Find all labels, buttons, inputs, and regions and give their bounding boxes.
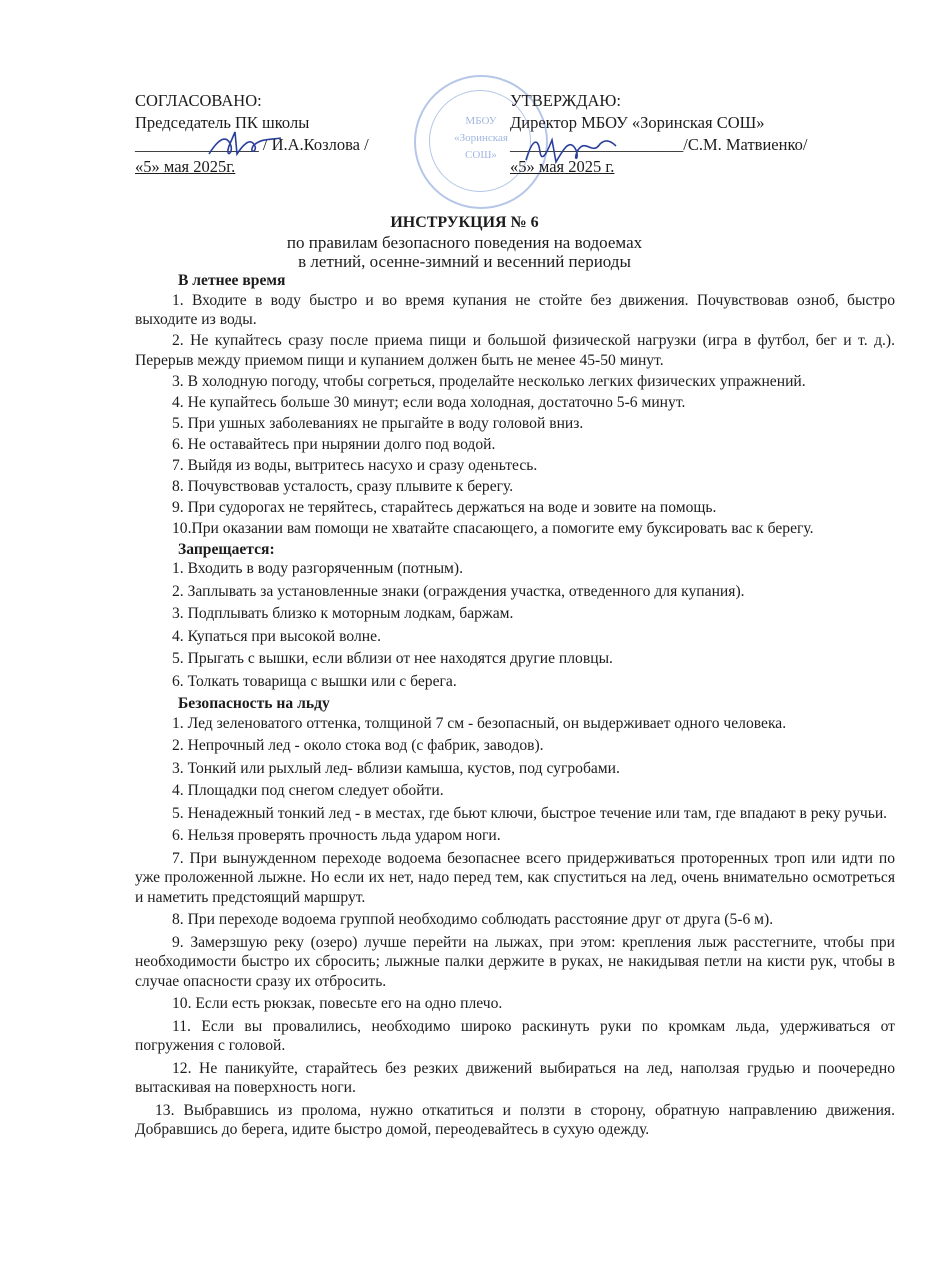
- document-title: ИНСТРУКЦИЯ № 6: [390, 214, 539, 231]
- ice-rule: 2. Непрочный лед - около стока вод (с фабрик, заводов).: [172, 737, 544, 754]
- ice-rule: 12. Не паникуйте, старайтесь без резких движений выбираться на лед, наползая грудью и поочередно вытаскивая на поверхность ноги.: [135, 1059, 895, 1096]
- approval-agreed-label: СОГЛАСОВАНО:: [135, 91, 262, 110]
- ice-rule: 8. При переходе водоема группой необходимо соблюдать расстояние друг от друга (5-6 м).: [172, 911, 774, 928]
- summer-rule: 7. Выйдя из воды, вытритесь насухо и сразу оденьтесь.: [172, 456, 538, 474]
- stamp-line-2: «Зоринская: [454, 132, 508, 144]
- summer-rule: 3. В холодную погоду, чтобы согреться, проделайте несколько легких физических упражнений.: [172, 372, 806, 390]
- prohibited-rule: 5. Прыгать с вышки, если вблизи от нее находятся другие пловцы.: [172, 650, 613, 667]
- summer-rule: 9. При судорогах не теряйтесь, старайтесь держаться на воде и зовите на помощь.: [172, 498, 717, 516]
- prohibited-rule: 2. Заплывать за установленные знаки (ограждения участка, отведенного для купания).: [172, 582, 745, 600]
- ice-rule: 6. Нельзя проверять прочность льда ударом ноги.: [172, 827, 501, 844]
- ice-rule: 3. Тонкий или рыхлый лед- вблизи камыша, кустов, под сугробами.: [172, 759, 620, 777]
- stamp-line-3: СОШ»: [465, 149, 497, 161]
- summer-rule: 6. Не оставайтесь при нырянии долго под водой.: [172, 435, 496, 453]
- summer-rule: 4. Не купайтесь больше 30 минут; если вода холодная, достаточно 5-6 минут.: [172, 393, 686, 411]
- approval-approved-label: УТВЕРЖДАЮ:: [510, 91, 621, 110]
- ice-rule: 10. Если есть рюкзак, повесьте его на одно плечо.: [172, 995, 503, 1012]
- stamp-line-1: МБОУ: [465, 115, 497, 127]
- signature-right: [520, 130, 620, 170]
- section-heading-ice-safety: Безопасность на льду: [178, 695, 330, 712]
- ice-rule: 1. Лед зеленоватого оттенка, толщиной 7 см - безопасный, он выдерживает одного человека.: [172, 714, 787, 732]
- approval-agreed-signature-line: _______________ / И.А.Козлова /: [135, 135, 369, 154]
- ice-rule: 7. При вынужденном переходе водоема безопаснее всего придерживаться проторенных троп или идти по уже проложенной лыжне. Но если их нет, надо перед тем, как спуститься на лед, очень внимательно осмотреться и наметить предстоящий маршрут.: [135, 849, 895, 906]
- approval-approved-date: «5» мая 2025 г.: [510, 157, 615, 176]
- prohibited-rule: 1. Входить в воду разгоряченным (потным).: [172, 560, 464, 577]
- approval-approved-signature-line: _____________________/С.М. Матвиенко/: [510, 135, 808, 154]
- ice-rule: 4. Площадки под снегом следует обойти.: [172, 782, 444, 799]
- summer-rule: 8. Почувствовав усталость, сразу плывите к берегу.: [172, 477, 514, 495]
- section-heading-prohibited: Запрещается:: [178, 540, 275, 558]
- ice-rule: 13. Выбравшись из пролома, нужно откатиться и ползти в сторону, обратную направлению движения. Добравшись до берега, идите быстро домой, переодевайтесь в сухую одежду.: [135, 1101, 895, 1138]
- document-subtitle-2: в летний, осенне-зимний и весенний периоды: [298, 252, 631, 271]
- summer-rule: 1. Входите в воду быстро и во время купания не стойте без движения. Почувствовав озноб, быстро выходите из воды.: [135, 291, 895, 328]
- summer-rule: 5. При ушных заболеваниях не прыгайте в воду головой вниз.: [172, 414, 584, 432]
- ice-rule: 11. Если вы провалились, необходимо широко раскинуть руки по кромкам льда, удерживаться от погружения с головой.: [135, 1017, 895, 1054]
- ice-rule: 9. Замерзшую реку (озеро) лучше перейти на лыжах, при этом: крепления лыж расстегните, чтобы при необходимости быстро их сбросить; лыжные палки держите в руках, не накидывая петли на кисти рук, чтобы в случае опасности сразу их отбросить.: [135, 933, 895, 990]
- ice-rule: 5. Ненадежный тонкий лед - в местах, где бьют ключи, быстрое течение или там, где впадают в реку ручьи.: [172, 804, 888, 822]
- approval-approved-position: Директор МБОУ «Зоринская СОШ»: [510, 113, 765, 132]
- signature-left: [205, 128, 285, 164]
- section-heading-summer: В летнее время: [178, 272, 286, 289]
- summer-rule: 10.При оказании вам помощи не хватайте спасающего, а помогите ему буксировать вас к берегу.: [172, 519, 814, 537]
- prohibited-rule: 6. Толкать товарища с вышки или с берега.: [172, 672, 457, 690]
- approval-agreed-position: Председатель ПК школы: [135, 113, 310, 132]
- instruction-body: [135, 270, 895, 1143]
- document-title-block: [0, 213, 929, 271]
- approval-agreed-block: [135, 90, 475, 178]
- approval-agreed-date: «5» мая 2025г.: [135, 157, 236, 176]
- document-subtitle-1: по правилам безопасного поведения на водоемах: [286, 233, 643, 252]
- prohibited-rule: 4. Купаться при высокой волне.: [172, 627, 381, 645]
- summer-rule: 2. Не купайтесь сразу после приема пищи и большой физической нагрузки (игра в футбол, бег и т. д.). Перерыв между приемом пищи и купанием должен быть не менее 45-50 минут.: [135, 332, 895, 369]
- prohibited-rule: 3. Подплывать близко к моторным лодкам, баржам.: [172, 605, 514, 622]
